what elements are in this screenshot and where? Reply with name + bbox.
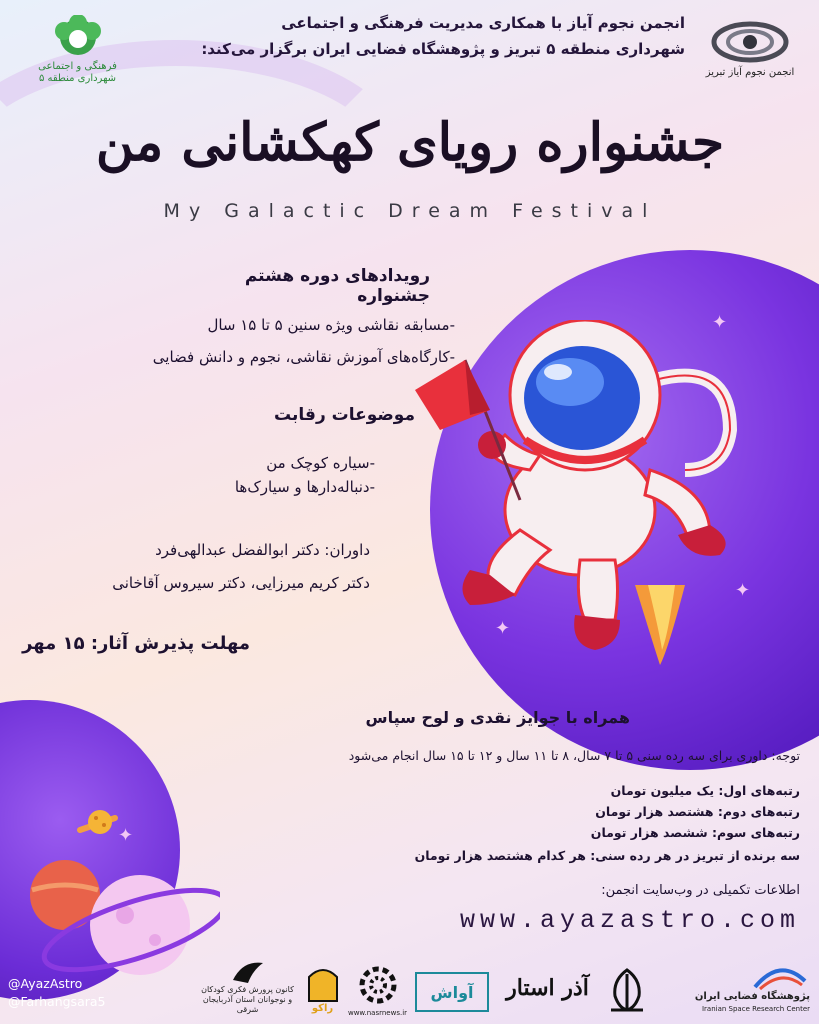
district5-logo-text2: شهرداری منطقه ۵ [38,73,117,84]
astronaut-illustration [410,320,770,670]
isrc-orbit-icon [750,963,810,991]
sparkle-2: ✦ [735,580,751,601]
nasr-text: www.nasrnews.ir [347,1009,408,1017]
prize-rank-1: رتبه‌های اول: یک میلیون تومان [610,783,800,798]
raako-text: راکو [311,1003,334,1014]
prizes-note: توجه: داوری برای سه رده سنی ۵ تا ۷ سال، ۸ تا ۱۱ سال و ۱۲ تا ۱۵ سال انجام می‌شود [348,748,800,763]
isrc-text-fa: پژوهشگاه فضایی ایران [694,991,810,1002]
galaxy-icon [710,17,790,67]
prize-rank-2: رتبه‌های دوم: هشتصد هزار تومان [595,804,800,819]
organizer-line2: شهرداری منطقه ۵ تبریز و پژوهشگاه فضایی ایران برگزار می‌کند: [201,40,685,58]
sparkle-3: ✦ [495,618,511,639]
prizes-heading: همراه با جوایز نقدی و لوح سپاس [365,708,630,727]
isrc-logo [660,960,810,1018]
organizer-line1: انجمن نجوم آیاز با همکاری مدیریت فرهنگی و اجتماعی [281,14,685,32]
topic-item-1: -سیاره کوچک من [266,454,375,472]
iran-emblem-logo [602,962,652,1017]
kanoon-logo [200,950,295,1020]
district5-logo-text1: فرهنگی و اجتماعی [38,61,117,72]
event-item-2: -کارگاه‌های آموزش نقاشی، نجوم و دانش فضایی [152,348,455,366]
raako-logo [300,958,345,1020]
district5-flower-icon [50,15,106,61]
district5-logo [30,10,125,90]
iran-emblem-icon [607,966,647,1014]
deadline: مهلت پذیرش آثار: ۱۵ مهر [22,633,250,654]
events-heading: رویدادهای دوره هشتم جشنواره [244,266,430,306]
raako-icon [305,963,341,1003]
topics-heading: موضوعات رقابت [274,405,415,425]
website-label: اطلاعات تکمیلی در وب‌سایت انجمن: [601,883,800,898]
avash-text: آواش [430,982,474,1002]
sparkle-1: ✦ [712,312,728,333]
kanoon-text: کانون پرورش فکری کودکان و نوجوانان استان آذربایجان شرقی [201,985,294,1014]
title-persian: جشنواره رویای کهکشانی من [95,112,725,173]
social-handle-1[interactable]: @AyazAstro [8,976,83,991]
judges-line2: دکتر کریم میرزایی، دکتر سیروس آقاخانی [112,574,370,592]
azarestar-logo [500,966,595,1010]
ayaz-astro-logo [700,8,800,88]
isrc-text-en: Iranian Space Research Center [701,1005,810,1013]
nasr-logo [347,962,408,1020]
planets-illustration [20,790,220,990]
website-url[interactable]: www.ayazastro.com [459,906,800,935]
avash-logo [415,972,489,1012]
kanoon-bird-icon [228,955,268,985]
social-handle-2[interactable]: @Farhangsara5 [8,994,106,1009]
sparkle-4: ✦ [118,825,134,846]
prize-tabriz: سه برنده از تبریز در هر رده سنی: هر کدام هشتصد هزار تومان [414,848,800,863]
azarestar-text: آذر استار [506,975,589,1001]
title-english: My Galactic Dream Festival [163,200,657,222]
judges-line1: داوران: دکتر ابوالفضل عبدالهی‌فرد [155,541,370,559]
ayaz-logo-text: انجمن نجوم آیاز تبریز [705,67,795,78]
topic-item-2: -دنباله‌دارها و سیارک‌ها [234,478,375,496]
nasr-dots-icon [356,963,400,1007]
prize-rank-3: رتبه‌های سوم: ششصد هزار تومان [590,825,800,840]
event-item-1: -مسابقه نقاشی ویژه سنین ۵ تا ۱۵ سال [207,316,455,334]
